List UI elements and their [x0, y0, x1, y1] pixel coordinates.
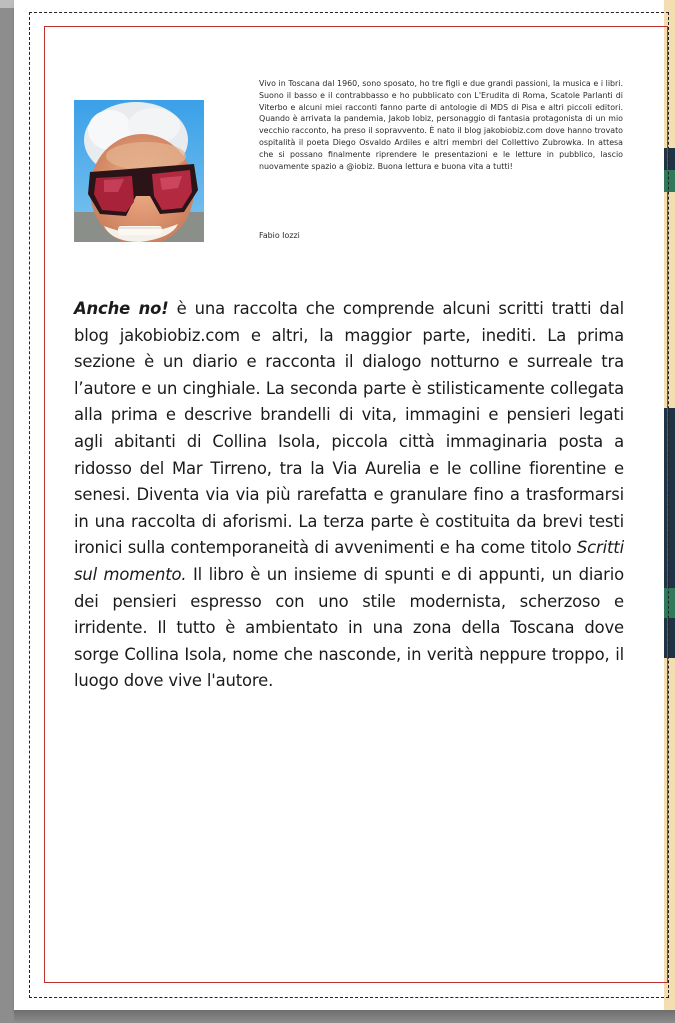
author-bio — [259, 78, 623, 172]
page-drop-shadow — [14, 1010, 675, 1023]
book-blurb — [74, 296, 624, 695]
blurb-text-part-2: Il libro è un insieme di spunti e di appunti, un diario dei pensieri espresso con uno stile modernista, scherzoso e irridente. Il tutto è ambientato in una zona della Toscana dove sorge Collina Isola, nome che nasconde, in verità neppure troppo, il luogo dove vive l'autore. — [74, 564, 624, 691]
author-portrait-icon — [74, 100, 204, 242]
section-title-italic: Scritti sul momento. — [74, 538, 624, 584]
book-title-lead: Anche no! — [74, 299, 169, 318]
blurb-text-part-1: è una raccolta che comprende alcuni scritti tratti dal blog jakobiobiz.com e altri, la maggior parte, inediti. La prima sezione è un diario e racconta il dialogo notturno e surreale tra l’autore e un cinghiale. La seconda parte è stilisticamente collegata alla prima e descrive brandelli di vita, immagini e pensieri legati agli abitanti di Collina Isola, piccola città immaginaria posta a ridosso del Mar Tirreno, tra la Via Aurelia e le colline fiorentine e senesi. Diventa via via più rarefatta e granulare fino a trasformarsi in una raccolta di aforismi. La terza parte è costituita da brevi testi ironici sulla contemporaneità di avvenimenti e ha come titolo — [74, 299, 624, 558]
author-signature: Fabio Iozzi — [259, 231, 300, 240]
author-photo — [74, 100, 204, 242]
author-bio-text: Vivo in Toscana dal 1960, sono sposato, ho tre figli e due grandi passioni, la musica e i libri. Suono il basso e il contrabbasso e ho pubblicato con L'Erudita di Roma, Scatole Parlanti di Viterbo e alcuni miei racconti fanno parte di antologie di MDS di Pisa e altri piccoli editori. Quando è arrivata la pandemia, Jakob Iobiz, personaggio di fantasia protagonista di un mio vecchio racconto, ha preso il sopravvento. È nato il blog jakobiobiz.com dove hanno trovato ospitalità il poeta Diego Osvaldo Ardiles e altri membri del Collettivo Zubrowka. In attesa che si possano finalmente riprendere le presentazioni e le letture in pubblico, lascio nuovamente spazio a @iobiz. Buona lettura e buona vita a tutti! — [259, 79, 623, 171]
